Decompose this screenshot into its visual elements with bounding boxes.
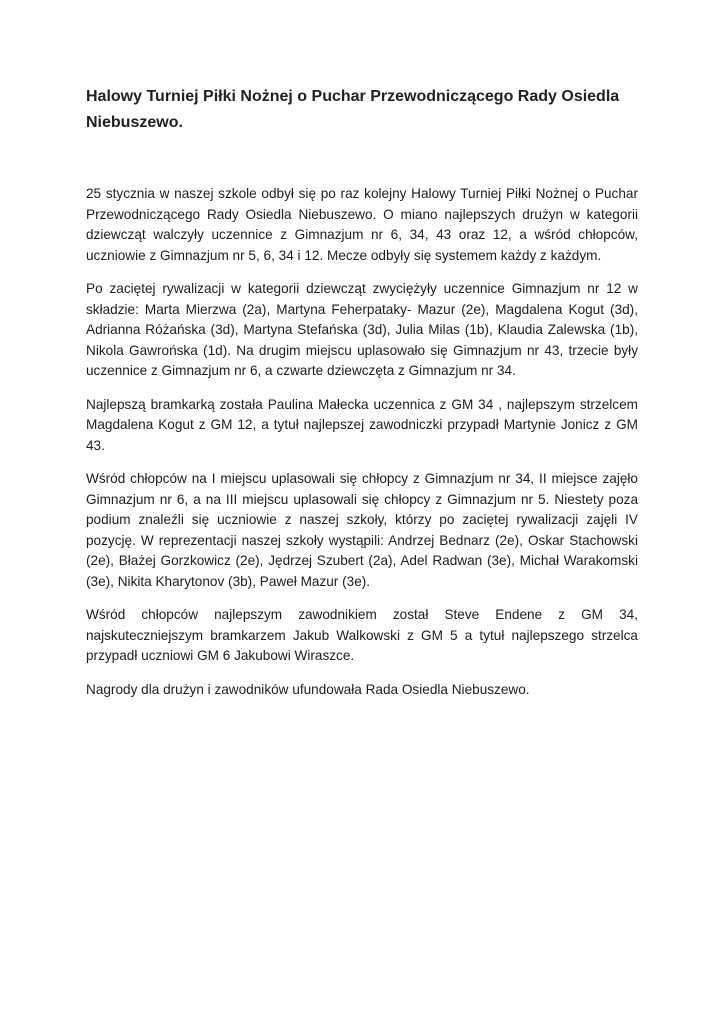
document-body	[86, 184, 638, 700]
paragraph-boys-awards: Wśród chłopców najlepszym zawodnikiem został Steve Endene z GM 34, najskuteczniejszym bramkarzem Jakub Walkowski z GM 5 a tytuł najlepszego strzelca przypadł uczniowi GM 6 Jakubowi Wiraszce.	[86, 607, 638, 663]
document-title: Halowy Turniej Piłki Nożnej o Puchar Przewodniczącego Rady Osiedla Niebuszewo.	[86, 88, 620, 131]
paragraph-girls-results: Po zaciętej rywalizacji w kategorii dziewcząt zwyciężyły uczennice Gimnazjum nr 12 w składzie: Marta Mierzwa (2a), Martyna Feherpataky- Mazur (2e), Magdalena Kogut (3d), Adrianna Różańska (3d), Martyna Stefańska (3d), Julia Milas (1b), Klaudia Zalewska (1b), Nikola Gawrońska (1d). Na drugim miejscu uplasowało się Gimnazjum nr 43, trzecie były uczennice z Gimnazjum nr 6, a czwarte dziewczęta z Gimnazjum nr 34.	[86, 281, 638, 378]
paragraph-sponsor: Nagrody dla drużyn i zawodników ufundowała Rada Osiedla Niebuszewo.	[86, 681, 530, 697]
paragraph-girls-awards: Najlepszą bramkarką została Paulina Małecka uczennica z GM 34 , najlepszym strzelcem Magdalena Kogut z GM 12, a tytuł najlepszej zawodniczki przypadł Martynie Jonicz z GM 43.	[86, 396, 638, 453]
paragraph-intro: 25 stycznia w naszej szkole odbył się po raz kolejny Halowy Turniej Piłki Nożnej o Puchar Przewodniczącego Rady Osiedla Niebuszewo. O miano najlepszych drużyn w kategorii dziewcząt walczyły uczennice z Gimnazjum nr 6, 34, 43 oraz 12, a wśród chłopców, uczniowie z Gimnazjum nr 5, 6, 34 i 12. Mecze odbyły się systemem każdy z każdym.	[86, 186, 638, 263]
document-content	[86, 84, 638, 713]
paragraph-boys-results: Wśród chłopców na I miejscu uplasowali się chłopcy z Gimnazjum nr 34, II miejsce zajęło Gimnazjum nr 6, a na III miejscu uplasowali się chłopcy z Gimnazjum nr 5. Niestety poza podium znaleźli się uczniowie z naszej szkoły, którzy po zaciętej rywalizacji zajęli IV pozycję. W reprezentacji naszej szkoły wystąpili: Andrzej Bednarz (2e), Oskar Stachowski (2e), Błażej Gorzkowicz (2e), Jędrzej Szubert (2a), Adel Radwan (3e), Michał Warakomski (3e), Nikita Kharytonov (3b), Paweł Mazur (3e).	[86, 471, 638, 589]
